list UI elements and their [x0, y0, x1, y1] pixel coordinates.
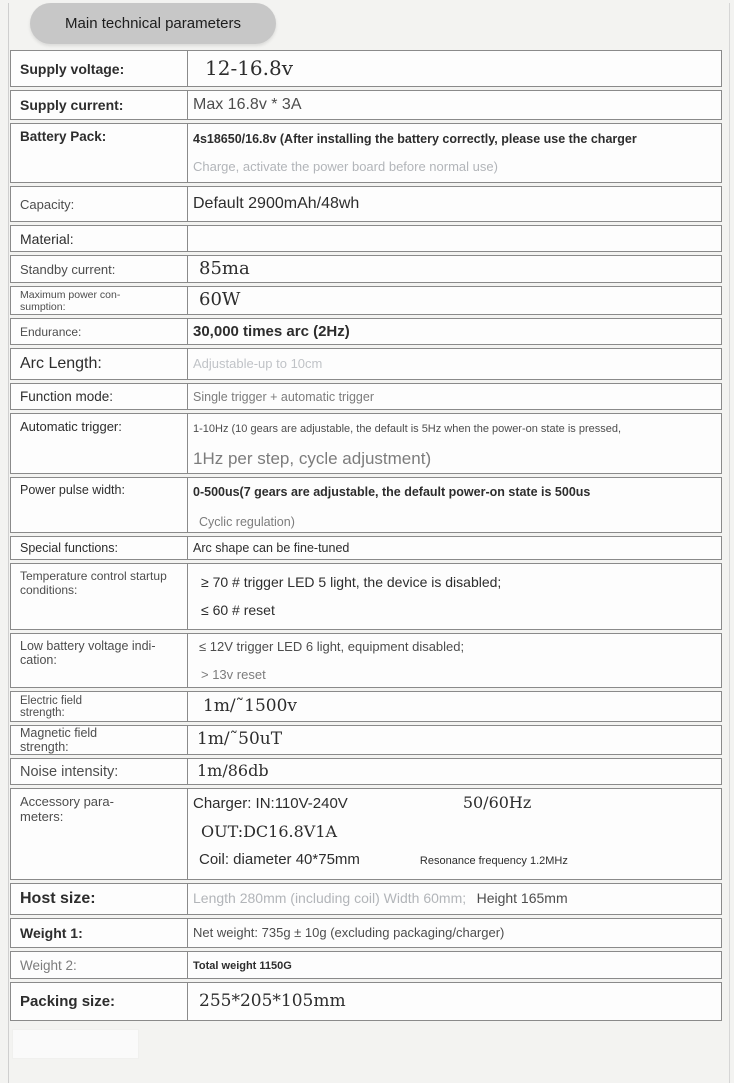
param-label-cell	[11, 349, 188, 379]
param-value-cell	[188, 414, 721, 473]
scan-artifact-box	[12, 1029, 139, 1059]
param-value: Adjustable-up to 10cm	[193, 356, 323, 371]
param-value: Net weight: 735g ± 10g (excluding packaging/charger)	[193, 925, 505, 940]
param-label: Automatic trigger:	[20, 419, 122, 434]
param-value: Charge, activate the power board before normal use)	[193, 159, 498, 174]
param-value: OUT:DC16.8V1A	[201, 821, 338, 841]
table-row	[10, 123, 722, 183]
param-label: Host size:	[20, 890, 96, 907]
param-label: Electric field	[20, 694, 82, 707]
table-row	[10, 982, 722, 1021]
param-value-cell	[188, 287, 721, 314]
table-row	[10, 186, 722, 222]
param-label-cell	[11, 537, 188, 559]
param-label-cell	[11, 319, 188, 344]
param-value-cell	[188, 319, 721, 344]
param-value-cell	[188, 789, 721, 879]
param-label-cell	[11, 919, 188, 947]
table-row	[10, 725, 722, 755]
table-row	[10, 883, 722, 915]
param-label: meters:	[20, 809, 64, 824]
param-label-cell	[11, 634, 188, 687]
param-label: Capacity:	[20, 196, 75, 212]
param-value-cell	[188, 187, 721, 221]
param-value: 1Hz per step, cycle adjustment)	[193, 449, 432, 468]
param-label: conditions:	[20, 583, 78, 597]
param-value: 1m/˜1500v	[203, 695, 298, 716]
param-value: 12-16.8v	[205, 56, 294, 80]
param-label-cell	[11, 187, 188, 221]
param-value-cell	[188, 692, 721, 721]
table-row	[10, 255, 722, 283]
table-row	[10, 633, 722, 688]
param-value: 0-500us(7 gears are adjustable, the default power-on state is 500us	[193, 485, 591, 499]
table-row	[10, 691, 722, 722]
table-row	[10, 50, 722, 87]
table-row	[10, 318, 722, 345]
param-value-cell	[188, 983, 721, 1020]
param-value-cell	[188, 919, 721, 947]
param-label-cell	[11, 256, 188, 282]
param-label: strength:	[20, 706, 65, 719]
param-value: 4s18650/16.8v (After installing the battery correctly, please use the charger	[193, 132, 637, 146]
param-value-cell	[188, 91, 721, 119]
param-label: Low battery voltage indi-	[20, 639, 156, 653]
param-label: Material:	[20, 230, 74, 247]
param-value-cell	[188, 726, 721, 754]
table-row	[10, 536, 722, 560]
param-value-cell	[188, 384, 721, 409]
param-label-cell	[11, 983, 188, 1020]
param-value: > 13v reset	[201, 666, 266, 682]
param-value: 255*205*105mm	[199, 990, 346, 1011]
param-label-cell	[11, 287, 188, 314]
param-label-cell	[11, 414, 188, 473]
table-row	[10, 383, 722, 410]
param-label: Weight 2:	[20, 957, 77, 973]
param-label: Maximum power con-	[20, 288, 121, 301]
param-label: sumption:	[20, 300, 66, 313]
param-label-cell	[11, 564, 188, 629]
param-label-cell	[11, 726, 188, 754]
param-value: Charger: IN:110V-240V	[193, 795, 348, 812]
param-label: Supply current:	[20, 97, 124, 113]
param-label: Power pulse width:	[20, 483, 125, 497]
param-value: ≥ 70 # trigger LED 5 light, the device is disabled;	[201, 573, 502, 590]
table-row	[10, 413, 722, 474]
param-value-cell	[188, 124, 721, 182]
param-label: Weight 1:	[20, 925, 83, 941]
param-label: Endurance:	[20, 324, 82, 339]
param-value-cell	[188, 634, 721, 687]
table-row	[10, 918, 722, 948]
param-value-cell	[188, 226, 721, 251]
param-value: Length 280mm (including coil) Width 60mm;	[193, 890, 467, 906]
param-value: 60W	[199, 289, 241, 311]
param-value: Height 165mm	[476, 890, 568, 906]
param-value: Arc shape can be fine-tuned	[193, 541, 350, 555]
spec-table	[10, 50, 722, 1021]
param-value: Total weight 1150G	[193, 960, 292, 972]
param-value-cell	[188, 759, 721, 784]
param-label: Magnetic field	[20, 726, 98, 740]
param-value: Single trigger + automatic trigger	[193, 389, 374, 404]
param-label-cell	[11, 952, 188, 978]
param-label-cell	[11, 226, 188, 251]
param-value: Coil: diameter 40*75mm	[199, 850, 360, 868]
section-title: Main technical parameters	[65, 15, 241, 32]
param-label-cell	[11, 789, 188, 879]
param-value: ≤ 12V trigger LED 6 light, equipment disabled;	[199, 638, 465, 654]
param-value-cell	[188, 564, 721, 629]
param-label: Arc Length:	[20, 355, 102, 372]
param-value: Resonance frequency 1.2MHz	[419, 854, 568, 867]
param-label-cell	[11, 51, 188, 86]
section-title-pill	[30, 3, 276, 44]
param-label-cell	[11, 478, 188, 532]
param-value-cell	[188, 256, 721, 282]
table-row	[10, 477, 722, 533]
param-value-cell	[188, 884, 721, 914]
table-row	[10, 758, 722, 785]
param-value: 1-10Hz (10 gears are adjustable, the default is 5Hz when the power-on state is pressed,	[193, 423, 622, 435]
param-label-cell	[11, 884, 188, 914]
param-label-cell	[11, 91, 188, 119]
param-value-cell	[188, 349, 721, 379]
param-value: 1m/86db	[197, 761, 269, 780]
param-label: Temperature control startup	[20, 569, 167, 583]
param-label-cell	[11, 384, 188, 409]
param-label: Function mode:	[20, 389, 114, 404]
param-value: 30,000 times arc (2Hz)	[193, 322, 350, 340]
param-value: ≤ 60 # reset	[201, 601, 275, 618]
param-value: 85ma	[199, 257, 250, 279]
table-row	[10, 286, 722, 315]
table-row	[10, 951, 722, 979]
param-label: Supply voltage:	[20, 60, 125, 77]
param-label: Accessory para-	[20, 794, 114, 809]
param-value: Default 2900mAh/48wh	[193, 195, 360, 212]
param-label-cell	[11, 692, 188, 721]
param-value: 1m/˜50uT	[197, 729, 283, 750]
param-value-cell	[188, 51, 721, 86]
param-label-cell	[11, 124, 188, 182]
param-label: Standby current:	[20, 261, 116, 277]
param-label: strength:	[20, 740, 69, 754]
param-label-cell	[11, 759, 188, 784]
param-label: Special functions:	[20, 541, 118, 555]
table-row	[10, 225, 722, 252]
param-value-cell	[188, 952, 721, 978]
param-label: Noise intensity:	[20, 763, 119, 780]
table-row	[10, 348, 722, 380]
table-row	[10, 563, 722, 630]
table-row	[10, 788, 722, 880]
param-label: Packing size:	[20, 993, 116, 1010]
param-value-cell	[188, 478, 721, 532]
param-label: cation:	[20, 653, 57, 667]
param-value: Cyclic regulation)	[199, 515, 295, 529]
table-row	[10, 90, 722, 120]
param-label: Battery Pack:	[20, 129, 107, 144]
param-value: Max 16.8v * 3A	[193, 96, 302, 113]
param-value-cell	[188, 537, 721, 559]
param-value: 50/60Hz	[462, 793, 532, 812]
